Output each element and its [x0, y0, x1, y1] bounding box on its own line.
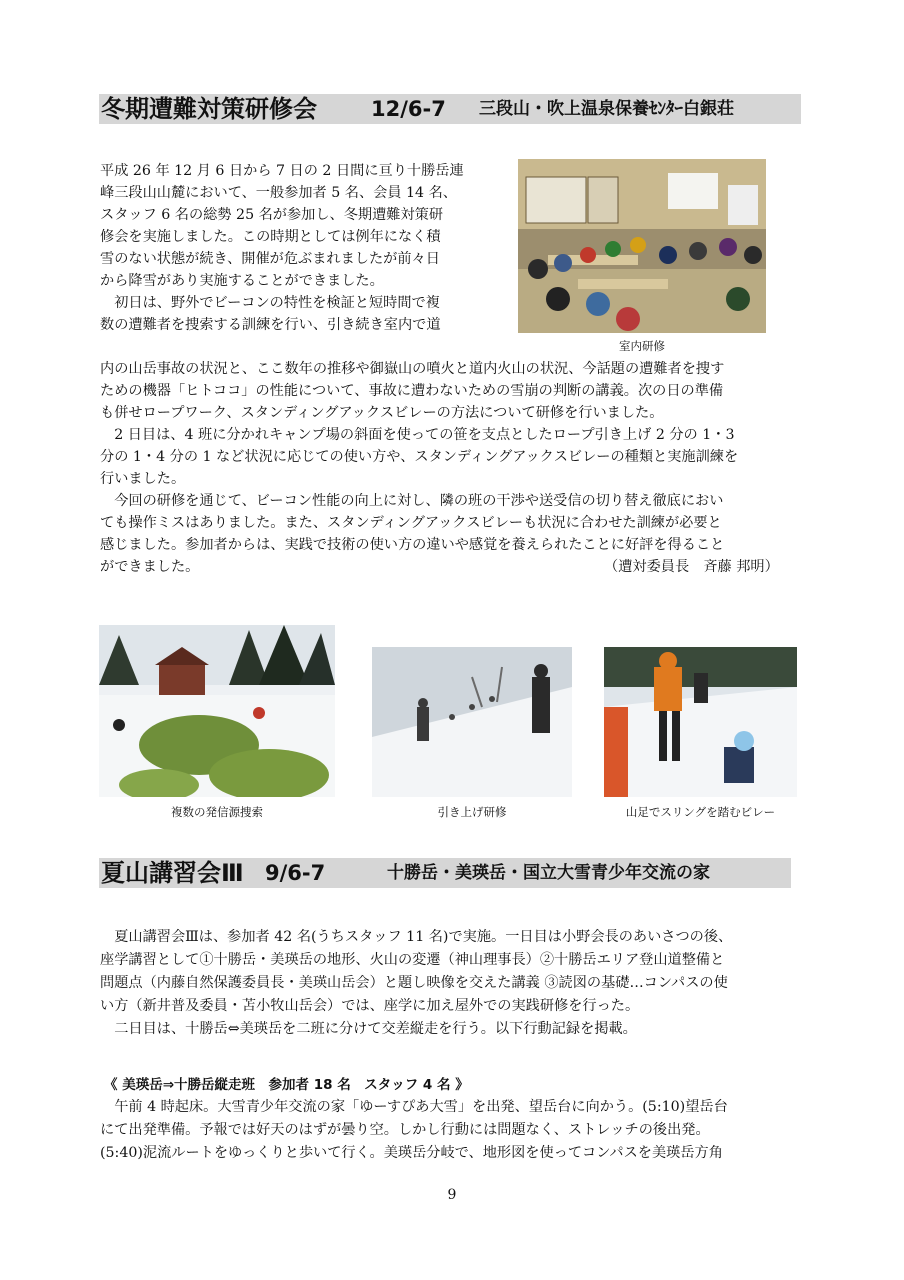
indoor-training-image	[518, 159, 766, 333]
body-line: 初日は、野外でビーコンの特性を検証と短時間で複	[100, 295, 440, 311]
body-line: 平成 26 年 12 月 6 日から 7 日の 2 日間に亘り十勝岳連	[100, 163, 464, 179]
body-line: 数の遭難者を捜索する訓練を行い、引き続き室内で道	[100, 317, 441, 333]
body-line: 問題点（内藤自然保護委員長・美瑛山岳会）と題し映像を交えた講義 ③読図の基礎…コンパスの使	[100, 975, 728, 991]
belay-photo	[604, 647, 797, 797]
section2-date: 9/6-7	[265, 861, 326, 885]
belay-image	[604, 647, 797, 797]
body-line: 修会を実施しました。この時期としては例年になく積	[100, 229, 441, 245]
body-line: 感じました。参加者からは、実践で技術の使い方の違いや感覚を養えられたことに好評を得ること	[100, 537, 725, 553]
body-line: にて出発準備。予報では好天のはずが曇り空。しかし行動には問題なく、ストレッチの後出発。	[100, 1122, 710, 1138]
body-line: スタッフ 6 名の総勢 25 名が参加し、冬期遭難対策研	[100, 207, 444, 223]
indoor-training-photo	[518, 159, 766, 333]
body-line: ができました。	[100, 559, 200, 575]
body-line: 峰三段山山麓において、一般参加者 5 名、会員 14 名、	[100, 185, 457, 201]
author-credit: （遭対委員長 斉藤 邦明）	[604, 559, 779, 575]
search-image	[99, 625, 335, 797]
section1-place: 三段山・吹上温泉保養ｾﾝﾀｰ白銀荘	[479, 99, 734, 119]
body-line: も併せロープワーク、スタンディングアックスビレーの方法について研修を行いました。	[100, 405, 664, 421]
body-line: 今回の研修を通じて、ビーコン性能の向上に対し、隣の班の干渉や送受信の切り替え徹底におい	[100, 493, 724, 509]
route-subheading: 《 美瑛岳⇒十勝岳縦走班 参加者 18 名 スタッフ 4 名 》	[104, 1077, 469, 1093]
body-line: 行いました。	[100, 471, 186, 487]
section2-place: 十勝岳・美瑛岳・国立大雪青少年交流の家	[387, 863, 710, 883]
section2-heading	[99, 858, 791, 888]
haul-caption: 引き上げ研修	[437, 805, 507, 819]
body-line: い方（新井普及委員・苫小牧山岳会）では、座学に加え屋外での実践研修を行った。	[100, 998, 640, 1014]
body-line: ための機器「ヒトココ」の性能について、事故に遭わないための雪崩の判断の講義。次の日の準備	[100, 383, 724, 399]
body-line: から降雪があり実施することができました。	[100, 273, 384, 289]
body-line: 夏山講習会Ⅲは、参加者 42 名(うちスタッフ 11 名)で実施。一日目は小野会長のあいさつの後、	[100, 929, 733, 945]
section1-title: 冬期遭難対策研修会	[101, 95, 317, 123]
search-photo	[99, 625, 335, 797]
belay-caption: 山足でスリングを踏むビレー	[625, 805, 776, 819]
haul-photo	[372, 647, 572, 797]
body-line: 分の 1・4 分の 1 など状況に応じての使い方や、スタンディングアックスビレーの種類と実施訓練を	[100, 449, 739, 465]
body-line: ても操作ミスはありました。また、スタンディングアックスビレーも状況に合わせた訓練が必要と	[100, 515, 722, 531]
section1-heading	[99, 94, 801, 124]
search-caption: 複数の発信源捜索	[171, 805, 263, 819]
body-line: 座学講習として①十勝岳・美瑛岳の地形、火山の変遷（神山理事長）②十勝岳エリア登山道整備と	[100, 952, 725, 968]
body-line: 午前 4 時起床。大雪青少年交流の家「ゆーすぴあ大雪」を出発、望岳台に向かう。(5:10)望岳台	[100, 1099, 728, 1115]
indoor-training-caption: 室内研修	[619, 339, 665, 353]
haul-image	[372, 647, 572, 797]
section1-date: 12/6-7	[371, 97, 446, 121]
body-line: 2 日目は、4 班に分かれキャンプ場の斜面を使っての笹を支点としたロープ引き上げ 2 分の 1・3	[100, 427, 735, 443]
body-line: 二日目は、十勝岳⇔美瑛岳を二班に分けて交差縦走を行う。以下行動記録を掲載。	[100, 1021, 637, 1037]
body-line: 雪のない状態が続き、開催が危ぶまれましたが前々日	[100, 251, 440, 267]
section2-title: 夏山講習会Ⅲ	[101, 859, 244, 887]
body-line: 内の山岳事故の状況と、ここ数年の推移や御嶽山の噴火と道内火山の状況、今話題の遭難者を捜す	[100, 361, 725, 377]
body-line: (5:40)泥流ルートをゆっくりと歩いて行く。美瑛岳分岐で、地形図を使ってコンパスを美瑛岳方角	[100, 1145, 723, 1161]
page-number: 9	[447, 1187, 457, 1203]
